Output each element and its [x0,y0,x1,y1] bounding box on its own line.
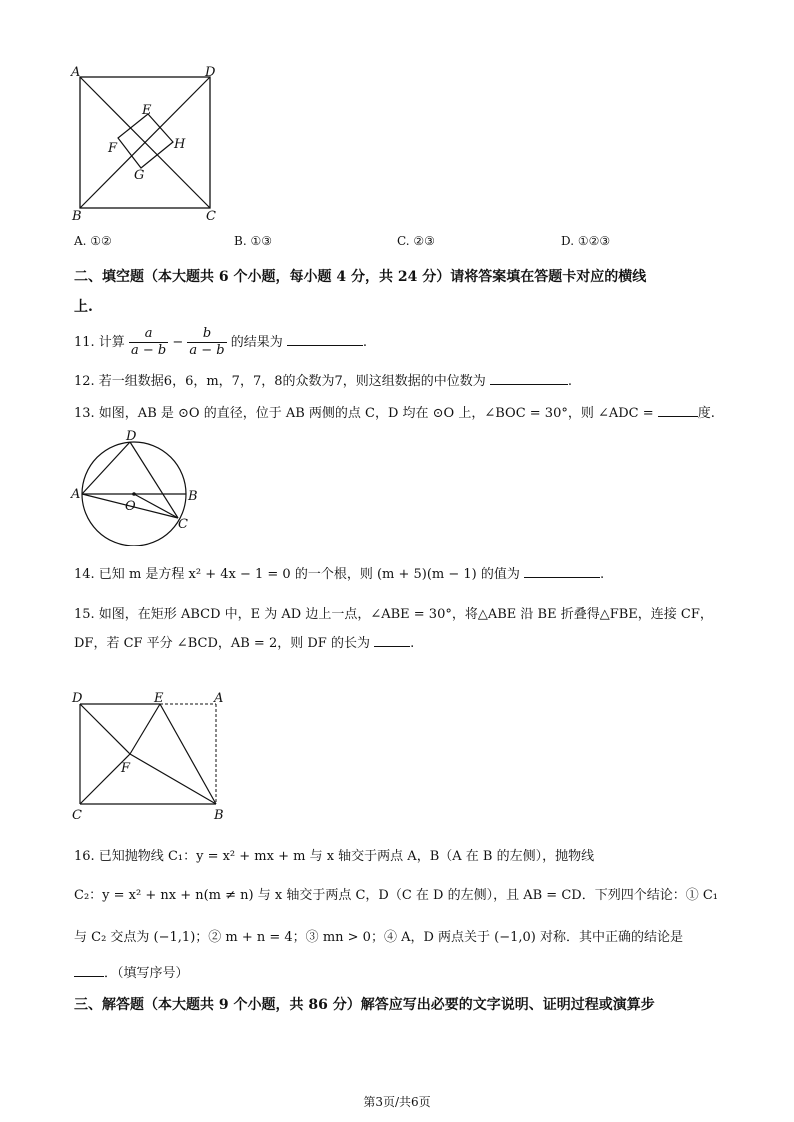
q13-end: 度. [697,406,715,421]
q14-text: 14. 已知 m 是方程 x² + 4x − 1 = 0 的一个根，则 (m + 5)(m − 1) 的值为 [74,567,520,582]
q11-frac1-den: a − b [130,343,167,358]
question-13 [74,402,715,421]
q14-end: . [600,567,605,582]
q11-fraction-2 [187,326,226,359]
option-b: B. ①③ [234,234,272,248]
q16-tail: ．（填写序号） [104,966,189,981]
section-2-heading: 二、填空题（本大题共 6 个小题，每小题 4 分，共 24 分）请将答案填在答题卡对应的横线 [74,269,647,285]
fig2-label-A: A [71,487,81,502]
q15-text: DF，若 CF 平分 ∠BCD，AB = 2，则 DF 的长为 [74,636,370,651]
q15-end: . [410,636,415,651]
section-3-heading: 三、解答题（本大题共 9 个小题，共 86 分）解答应写出必要的文字说明、证明过程或演算步 [74,997,655,1013]
q11-end: . [362,335,368,350]
question-12 [74,370,572,389]
q11-minus: − [172,335,184,350]
fig1-label-H: H [174,137,186,152]
question-16-line-3: 与 C₂ 交点为 (−1,1)；② m + n = 4；③ mn > 0；④ A，D 两点关于 (−1,0) 对称．其中正确的结论是 [74,930,683,945]
q11-answer-blank[interactable] [287,333,363,346]
fig1-label-F: F [108,141,118,156]
fig3-label-E: E [154,691,164,706]
page-footer: 第3页/共6页 [363,1095,431,1109]
option-d: D. ①②③ [561,234,611,248]
fig3-label-D: D [72,691,83,706]
fig1-label-C: C [206,209,216,224]
figure-circle-diagram [68,426,208,546]
q11-frac1-num: a [129,326,168,343]
fig2-label-C: C [178,517,188,532]
q11-frac2-num: b [187,326,226,343]
fig2-label-B: B [188,489,198,504]
q16-answer-blank[interactable] [74,964,104,977]
fig2-label-O: O [125,499,136,514]
question-11 [74,326,367,359]
fig3-label-C: C [72,808,82,823]
fig1-label-E: E [142,103,152,118]
q11-prefix: 11. 计算 [74,335,125,350]
q13-answer-blank[interactable] [658,404,698,417]
option-c: C. ②③ [397,234,435,248]
fig3-label-A: A [214,691,224,706]
fig3-label-F: F [121,761,131,776]
q13-text: 13. 如图，AB 是 ⊙O 的直径，位于 AB 两侧的点 C，D 均在 ⊙O 上，∠BOC = 30°，则 ∠ADC = [74,406,654,421]
q11-fraction-1 [129,326,168,359]
q12-answer-blank[interactable] [490,372,568,385]
question-15-line-2 [74,632,414,651]
fig1-label-G: G [134,168,145,183]
section-2-heading-cont: 上. [74,299,93,315]
figure-rectangle-fold [68,686,238,826]
fig1-label-B: B [72,209,82,224]
question-16-line-4 [74,962,189,981]
fig1-label-A: A [71,65,81,80]
q14-answer-blank[interactable] [524,565,600,578]
question-14 [74,563,604,582]
fig2-label-D: D [126,429,137,444]
q15-answer-blank[interactable] [374,634,410,647]
q12-text: 12. 若一组数据6，6，m，7，7，8的众数为7，则这组数据的中位数为 [74,374,486,389]
question-16-line-1: 16. 已知抛物线 C₁：y = x² + mx + m 与 x 轴交于两点 A，B（A 在 B 的左侧），抛物线 [74,849,595,864]
option-a: A. ①② [74,234,112,248]
fig1-label-D: D [205,65,216,80]
figure-square-diagram [68,62,228,227]
fig3-label-B: B [214,808,224,823]
question-16-line-2: C₂：y = x² + nx + n(m ≠ n) 与 x 轴交于两点 C，D（C 在 D 的左侧），且 AB = CD．下列四个结论：① C₁ [74,888,718,903]
question-15-line-1: 15. 如图，在矩形 ABCD 中，E 为 AD 边上一点，∠ABE = 30°，将△ABE 沿 BE 折叠得△FBE，连接 CF， [74,607,713,622]
q11-tail: 的结果为 [230,335,283,350]
q11-frac2-den: a − b [189,343,225,358]
q12-end: . [567,374,573,389]
